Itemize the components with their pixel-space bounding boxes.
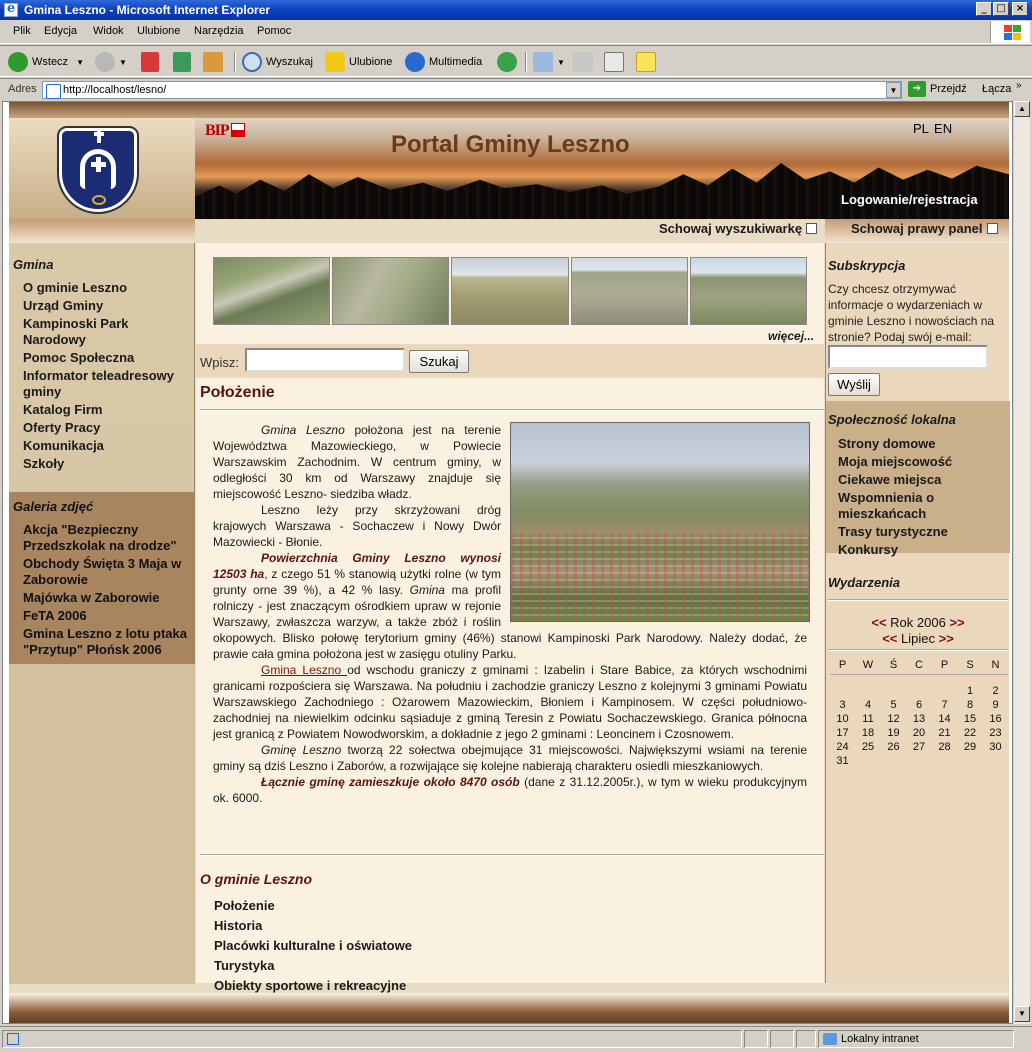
calendar-prev-year[interactable]: <<: [871, 615, 887, 630]
search-label: Wpisz:: [200, 355, 239, 370]
calendar-day[interactable]: 28: [938, 741, 951, 753]
nav-oferty-pracy[interactable]: Oferty Pracy: [23, 420, 101, 435]
forward-dropdown-icon[interactable]: ▼: [119, 57, 127, 67]
community-item[interactable]: Moja miejscowość: [838, 454, 953, 469]
subnav-obiekty-sportowe[interactable]: Obiekty sportowe i rekreacyjne: [214, 978, 407, 993]
refresh-icon: [173, 52, 191, 72]
community-item[interactable]: Strony domowe: [838, 436, 936, 451]
main-content: [196, 243, 824, 993]
calendar-day[interactable]: 21: [938, 727, 951, 739]
nav-urzad-gminy[interactable]: Urząd Gminy: [23, 298, 104, 313]
calendar-weekday: C: [915, 659, 923, 671]
nav-komunikacja[interactable]: Komunikacja: [23, 438, 104, 453]
note-icon: [636, 52, 656, 72]
security-zone: Lokalny intranet: [818, 1030, 1014, 1048]
calendar-day[interactable]: 12: [887, 713, 900, 725]
back-arrow-icon: [8, 52, 28, 72]
stop-icon: [141, 52, 159, 72]
portal-title: Portal Gminy Leszno: [391, 131, 630, 158]
bip-logo[interactable]: BIP: [205, 122, 245, 140]
coat-of-arms-logo[interactable]: [59, 128, 137, 212]
vertical-scrollbar[interactable]: [1014, 101, 1030, 1024]
subscription-title: Subskrypcja: [828, 258, 906, 273]
mail-button[interactable]: [533, 50, 565, 74]
nav-kampinoski-park[interactable]: Kampinoski Park Narodowy: [23, 316, 129, 347]
calendar-week: [830, 699, 1008, 713]
nav-katalog-firm[interactable]: Katalog Firm: [23, 402, 103, 417]
calendar-day[interactable]: 22: [963, 727, 977, 739]
maximize-button[interactable]: □: [993, 2, 1009, 16]
intranet-icon: [823, 1033, 837, 1045]
gallery-item[interactable]: FeTA 2006: [23, 608, 87, 623]
calendar-day[interactable]: 18: [861, 727, 875, 739]
edit-icon: [604, 52, 624, 72]
home-button[interactable]: [203, 50, 227, 74]
calendar-weekday: P: [940, 659, 949, 671]
right-sidebar: [825, 243, 1009, 983]
media-button[interactable]: Multimedia: [405, 50, 482, 74]
language-switch[interactable]: PL EN: [913, 121, 953, 136]
address-input[interactable]: http://localhost/lesno/: [42, 81, 902, 99]
calendar-month: Lipiec: [901, 631, 935, 646]
nav-pomoc-spoleczna[interactable]: Pomoc Społeczna: [23, 350, 135, 365]
email-input[interactable]: [828, 345, 988, 369]
calendar-week: [830, 741, 1008, 755]
left-sidebar: [9, 243, 195, 983]
back-button[interactable]: Wstecz ▼: [8, 50, 84, 74]
mail-dropdown-icon[interactable]: ▼: [557, 57, 565, 67]
menu-edycja[interactable]: Edycja: [44, 25, 78, 37]
calendar-week: [830, 755, 1008, 769]
calendar-day[interactable]: 30: [989, 741, 1002, 753]
article-paragraph: Gmina Leszno położona jest na terenie Województwa Mazowieckiego, w Powiecie Warszawskim Zachodnim. W centrum gminy, w odległości 30 km od Warszawy znajduje się miejscowość Leszno- siedziba władz.: [213, 423, 501, 501]
media-globe-icon: [405, 52, 425, 72]
calendar-day[interactable]: 15: [963, 713, 977, 725]
calendar-day[interactable]: 4: [864, 699, 872, 711]
links-button[interactable]: Łącza: [982, 83, 1012, 95]
events-title: Wydarzenia: [828, 575, 901, 590]
send-button[interactable]: Wyślij: [828, 373, 880, 396]
subsection-title: O gminie Leszno: [200, 871, 313, 887]
star-icon: [325, 52, 345, 72]
links-chevron-icon[interactable]: »: [1016, 80, 1022, 91]
nav-o-gminie[interactable]: O gminie Leszno: [23, 280, 128, 295]
gallery-item[interactable]: Akcja "Bezpieczny Przedszkolak na drodze": [23, 522, 177, 553]
hide-panel-checkbox[interactable]: [987, 223, 998, 234]
calendar-day[interactable]: 10: [836, 713, 849, 725]
print-icon: [573, 52, 593, 72]
menu-narzedzia[interactable]: Narzędzia: [194, 25, 244, 37]
aerial-photo-thumbnail[interactable]: [213, 257, 330, 325]
article-paragraph: Gmina Leszno od wschodu graniczy z gminami : Izabelin i Stare Babice, za których wschodnimi granicami rozpościera się Warszawa. Na południu i zachodzie graniczy Leszno z kolejnymi 3 gminami Powiatu Warszawskiego Zachodniego : Ożarowem Mazowieckim, Błoniem i Kampinosem. W części południowo-zachodniej na niewielkim odcinku sąsiaduje z gminą Teresin z Powiatu Sochaczewskiego. Granica północna jest granicą z Powiatem Nowodworskim, a dokładnie z jego 2 gminami : Leoncinem i Czosnowem.: [213, 663, 807, 741]
gmina-leszno-link[interactable]: Gmina Leszno: [261, 663, 348, 677]
window-titlebar: [0, 0, 1032, 20]
calendar-grid: [830, 659, 1008, 769]
calendar-day[interactable]: 24: [836, 741, 849, 753]
gmina-section-title: Gmina: [13, 257, 54, 272]
windows-flag-icon: [990, 21, 1030, 43]
page-icon: [7, 1033, 19, 1045]
scroll-up-icon[interactable]: ▲: [1014, 101, 1030, 117]
toolbar: [0, 45, 1032, 77]
home-icon: [203, 52, 223, 72]
calendar-day[interactable]: 13: [912, 713, 926, 725]
community-item[interactable]: Konkursy: [838, 542, 898, 557]
calendar-weekday: P: [838, 659, 847, 671]
print-button[interactable]: [573, 50, 597, 74]
mail-icon: [533, 52, 553, 72]
header-banner: [195, 118, 1009, 219]
subnav-placowki[interactable]: Placówki kulturalne i oświatowe: [214, 938, 412, 953]
calendar-next-year[interactable]: >>: [949, 615, 965, 630]
ie-icon: [4, 3, 18, 17]
calendar-weekday: N: [991, 659, 1000, 671]
community-item[interactable]: Ciekawe miejsca: [838, 472, 942, 487]
window-title: Gmina Leszno - Microsoft Internet Explorer: [24, 3, 271, 17]
calendar-day[interactable]: 3: [839, 699, 846, 711]
gallery-item[interactable]: Majówka w Zaborowie: [23, 590, 160, 605]
favorites-button[interactable]: Ulubione: [325, 50, 392, 74]
status-text: [2, 1030, 742, 1048]
calendar-day[interactable]: 26: [887, 741, 900, 753]
calendar-day[interactable]: 19: [887, 727, 900, 739]
subnav-historia[interactable]: Historia: [214, 918, 263, 933]
community-title: Społeczność lokalna: [828, 412, 956, 427]
calendar-day[interactable]: 20: [912, 727, 926, 739]
calendar-day[interactable]: 25: [861, 741, 875, 753]
page-viewport: [2, 101, 1013, 1024]
calendar-week: [830, 727, 1008, 741]
menu-bar: [0, 20, 1032, 44]
gallery-item[interactable]: Gmina Leszno z lotu ptaka "Przytup" Płońsk 2006: [23, 626, 187, 657]
refresh-button[interactable]: [173, 50, 195, 74]
scroll-down-icon[interactable]: ▼: [1014, 1006, 1030, 1022]
login-link[interactable]: Logowanie/rejestracja: [841, 192, 978, 207]
gallery-section: [9, 492, 195, 664]
community-section: [826, 401, 1010, 557]
gallery-section-title: Galeria zdjęć: [13, 499, 94, 514]
article-paragraph: Leszno leży przy skrzyżowani dróg krajowych Warszawa - Sochaczew i Nowy Dwór Mazowiecki - Błonie.: [213, 503, 501, 549]
menu-pomoc[interactable]: Pomoc: [257, 25, 292, 37]
calendar-day[interactable]: 8: [966, 699, 974, 711]
back-dropdown-icon[interactable]: ▼: [76, 57, 84, 67]
nav-informator[interactable]: Informator teleadresowy gminy: [23, 368, 174, 399]
forward-arrow-icon: [95, 52, 115, 72]
calendar-day[interactable]: 14: [938, 713, 951, 725]
minimize-button[interactable]: _: [976, 2, 992, 16]
forward-button[interactable]: [95, 50, 127, 74]
aerial-photo-thumbnail[interactable]: [332, 257, 449, 325]
calendar-day[interactable]: 11: [862, 713, 874, 725]
article-body: [213, 422, 807, 806]
more-photos-link[interactable]: więcej...: [768, 329, 815, 343]
calendar-day[interactable]: 1: [966, 685, 974, 697]
stop-button[interactable]: [141, 50, 163, 74]
calendar-year-nav: [826, 615, 1010, 630]
go-arrow-icon: ➔: [908, 81, 926, 97]
calendar-week: [830, 713, 1008, 727]
search-icon: [242, 52, 262, 72]
messenger-button[interactable]: [636, 50, 660, 74]
page: [9, 102, 1009, 1024]
calendar-day[interactable]: 2: [992, 685, 999, 697]
calendar-day[interactable]: 31: [836, 755, 849, 767]
calendar-day[interactable]: 7: [941, 699, 948, 711]
calendar-day[interactable]: 16: [989, 713, 1002, 725]
history-icon: [497, 52, 517, 72]
status-bar: [0, 1026, 1032, 1052]
calendar-weekday: S: [966, 659, 974, 671]
community-item[interactable]: Wspomnienia o mieszkańcach: [838, 490, 935, 521]
calendar-day[interactable]: 17: [836, 727, 849, 739]
calendar-day[interactable]: 9: [992, 699, 999, 711]
subscription-text: Czy chcesz otrzymywać informacje o wydarzeniach w gminie Leszno i nowościach na stronie? Podaj swój e-mail:: [828, 282, 995, 344]
search-input[interactable]: [245, 348, 405, 372]
menu-plik[interactable]: Plik: [13, 25, 31, 37]
article-paragraph: Powierzchnia Gminy Leszno wynosi 12503 ha, z czego 51 % stanowią użytki rolne (w tym grunty orne 39 %), a 42 % lasy. Gmina ma profil rolniczy - jest znaczącym ośrodkiem upraw w rejonie Warszawy, zwłaszcza warzyw, a także zbóż i roślin okopowych. Blisko połowę terytorium gminy (46%) stanowi Kampinoski Park Narodowy. Należy dodać, że prawie cała gmina położona jest w zasięgu otuliny Parku.: [213, 551, 807, 661]
edit-button[interactable]: [604, 50, 628, 74]
address-bar: [0, 78, 1032, 100]
article-paragraph: Gminę Leszno tworzą 22 sołectwa obejmujące 31 miejscowości. Największymi wsiami na terenie gminy są dziś Leszno i Zaborów, a rozwijające się kolejne nabierają charakteru osiedli mieszkaniowych.: [213, 743, 807, 773]
article-paragraph: Łącznie gminę zamieszkuje około 8470 osób (dane z 31.12.2005r.), w tym w wieku produkcyjnym ok. 6000.: [213, 775, 807, 805]
menu-ulubione[interactable]: Ulubione: [137, 25, 181, 37]
calendar-weekdays: [830, 659, 1008, 673]
subnav-polozenie[interactable]: Położenie: [214, 898, 275, 913]
hide-panel-toggle[interactable]: Schowaj prawy panel: [851, 221, 998, 236]
close-button[interactable]: ×: [1012, 2, 1028, 16]
go-button[interactable]: ➔ Przejdź: [908, 81, 967, 97]
calendar-day[interactable]: 27: [912, 741, 926, 753]
calendar-day[interactable]: 23: [989, 727, 1002, 739]
address-dropdown-icon[interactable]: ▼: [886, 82, 901, 98]
article-title: Położenie: [200, 384, 275, 401]
nav-szkoly[interactable]: Szkoły: [23, 456, 65, 471]
calendar-day[interactable]: 5: [890, 699, 897, 711]
subnav-turystyka[interactable]: Turystyka: [214, 958, 275, 973]
search-button[interactable]: Wyszukaj: [242, 50, 313, 74]
search-submit-button[interactable]: Szukaj: [409, 350, 469, 373]
history-button[interactable]: [497, 50, 521, 74]
search-bar: [196, 344, 824, 378]
calendar-day[interactable]: 29: [963, 741, 977, 753]
hide-search-toggle[interactable]: Schowaj wyszukiwarkę: [659, 221, 817, 236]
community-item[interactable]: Trasy turystyczne: [838, 524, 948, 539]
calendar-day[interactable]: 6: [915, 699, 923, 711]
gallery-item[interactable]: Obchody Święta 3 Maja w Zaborowie: [23, 556, 182, 587]
calendar-week: [830, 685, 1008, 699]
aerial-photo-thumbnail[interactable]: [571, 257, 688, 325]
aerial-photo-thumbnail[interactable]: [690, 257, 807, 325]
menu-widok[interactable]: Widok: [93, 25, 124, 37]
calendar-weekday: Ś: [889, 659, 898, 671]
hide-search-checkbox[interactable]: [806, 223, 817, 234]
calendar-next-month[interactable]: >>: [938, 631, 954, 646]
photo-strip: [213, 257, 807, 325]
address-label: Adres: [8, 83, 37, 95]
calendar-prev-month[interactable]: <<: [882, 631, 898, 646]
aerial-photo-thumbnail[interactable]: [451, 257, 568, 325]
calendar-weekday: W: [862, 659, 874, 671]
logo-area: [9, 118, 195, 219]
calendar-month-nav: [826, 631, 1010, 646]
calendar-year: Rok 2006: [890, 615, 946, 630]
